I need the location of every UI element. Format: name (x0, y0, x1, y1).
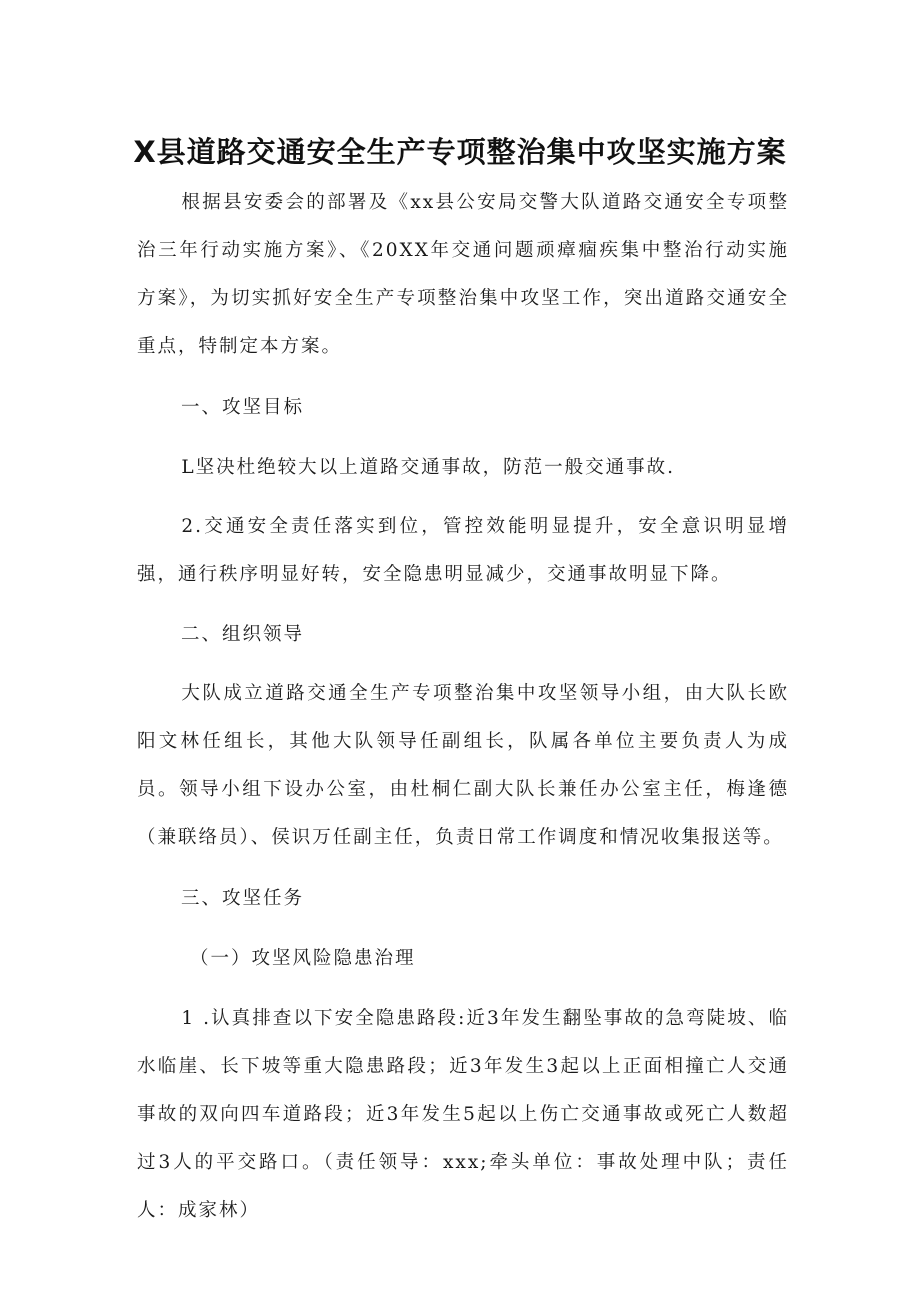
subsection-heading-risk: （一）攻坚风险隐患治理 (190, 948, 416, 969)
section-heading-tasks: 三、攻坚任务 (181, 888, 305, 909)
task-item-1: 1 .认真排查以下安全隐患路段:近3年发生翻坠事故的急弯陡坡、临水临崖、长下坡等重大隐患路段；近3年发生3起以上正面相撞亡人交通事故的双向四车道路段；近3年发生5起以上伤亡交通事故或死亡人数超过3人的平交路口。（责任领导：xxx;牵头单位：事故处理中队；责任人：成家林） (137, 1008, 789, 1221)
section-heading-organization: 二、组织领导 (181, 624, 305, 645)
intro-paragraph: 根据县安委会的部署及《xx县公安局交警大队道路交通安全专项整治三年行动实施方案》、《20XX年交通问题顽瘴痼疾集中整治行动实施方案》，为切实抓好安全生产专项整治集中攻坚工作，突出道路交通安全重点，特制定本方案。 (137, 192, 789, 357)
document-title: X县道路交通安全生产专项整治集中攻坚实施方案 (133, 135, 787, 169)
organization-paragraph: 大队成立道路交通全生产专项整治集中攻坚领导小组，由大队长欧阳文林任组长，其他大队领导任副组长，队属各单位主要负责人为成员。领导小组下设办公室，由杜桐仁副大队长兼任办公室主任，梅逢德（兼联络员）、侯识万任副主任，负责日常工作调度和情况收集报送等。 (137, 683, 789, 848)
goal-item-1: L坚决杜绝较大以上道路交通事故，防范一般交通事故. (181, 457, 676, 478)
goal-item-2: 2.交通安全责任落实到位，管控效能明显提升，安全意识明显增强，通行秩序明显好转，安全隐患明显减少，交通事故明显下降。 (137, 516, 789, 585)
section-heading-goals: 一、攻坚目标 (181, 397, 305, 418)
